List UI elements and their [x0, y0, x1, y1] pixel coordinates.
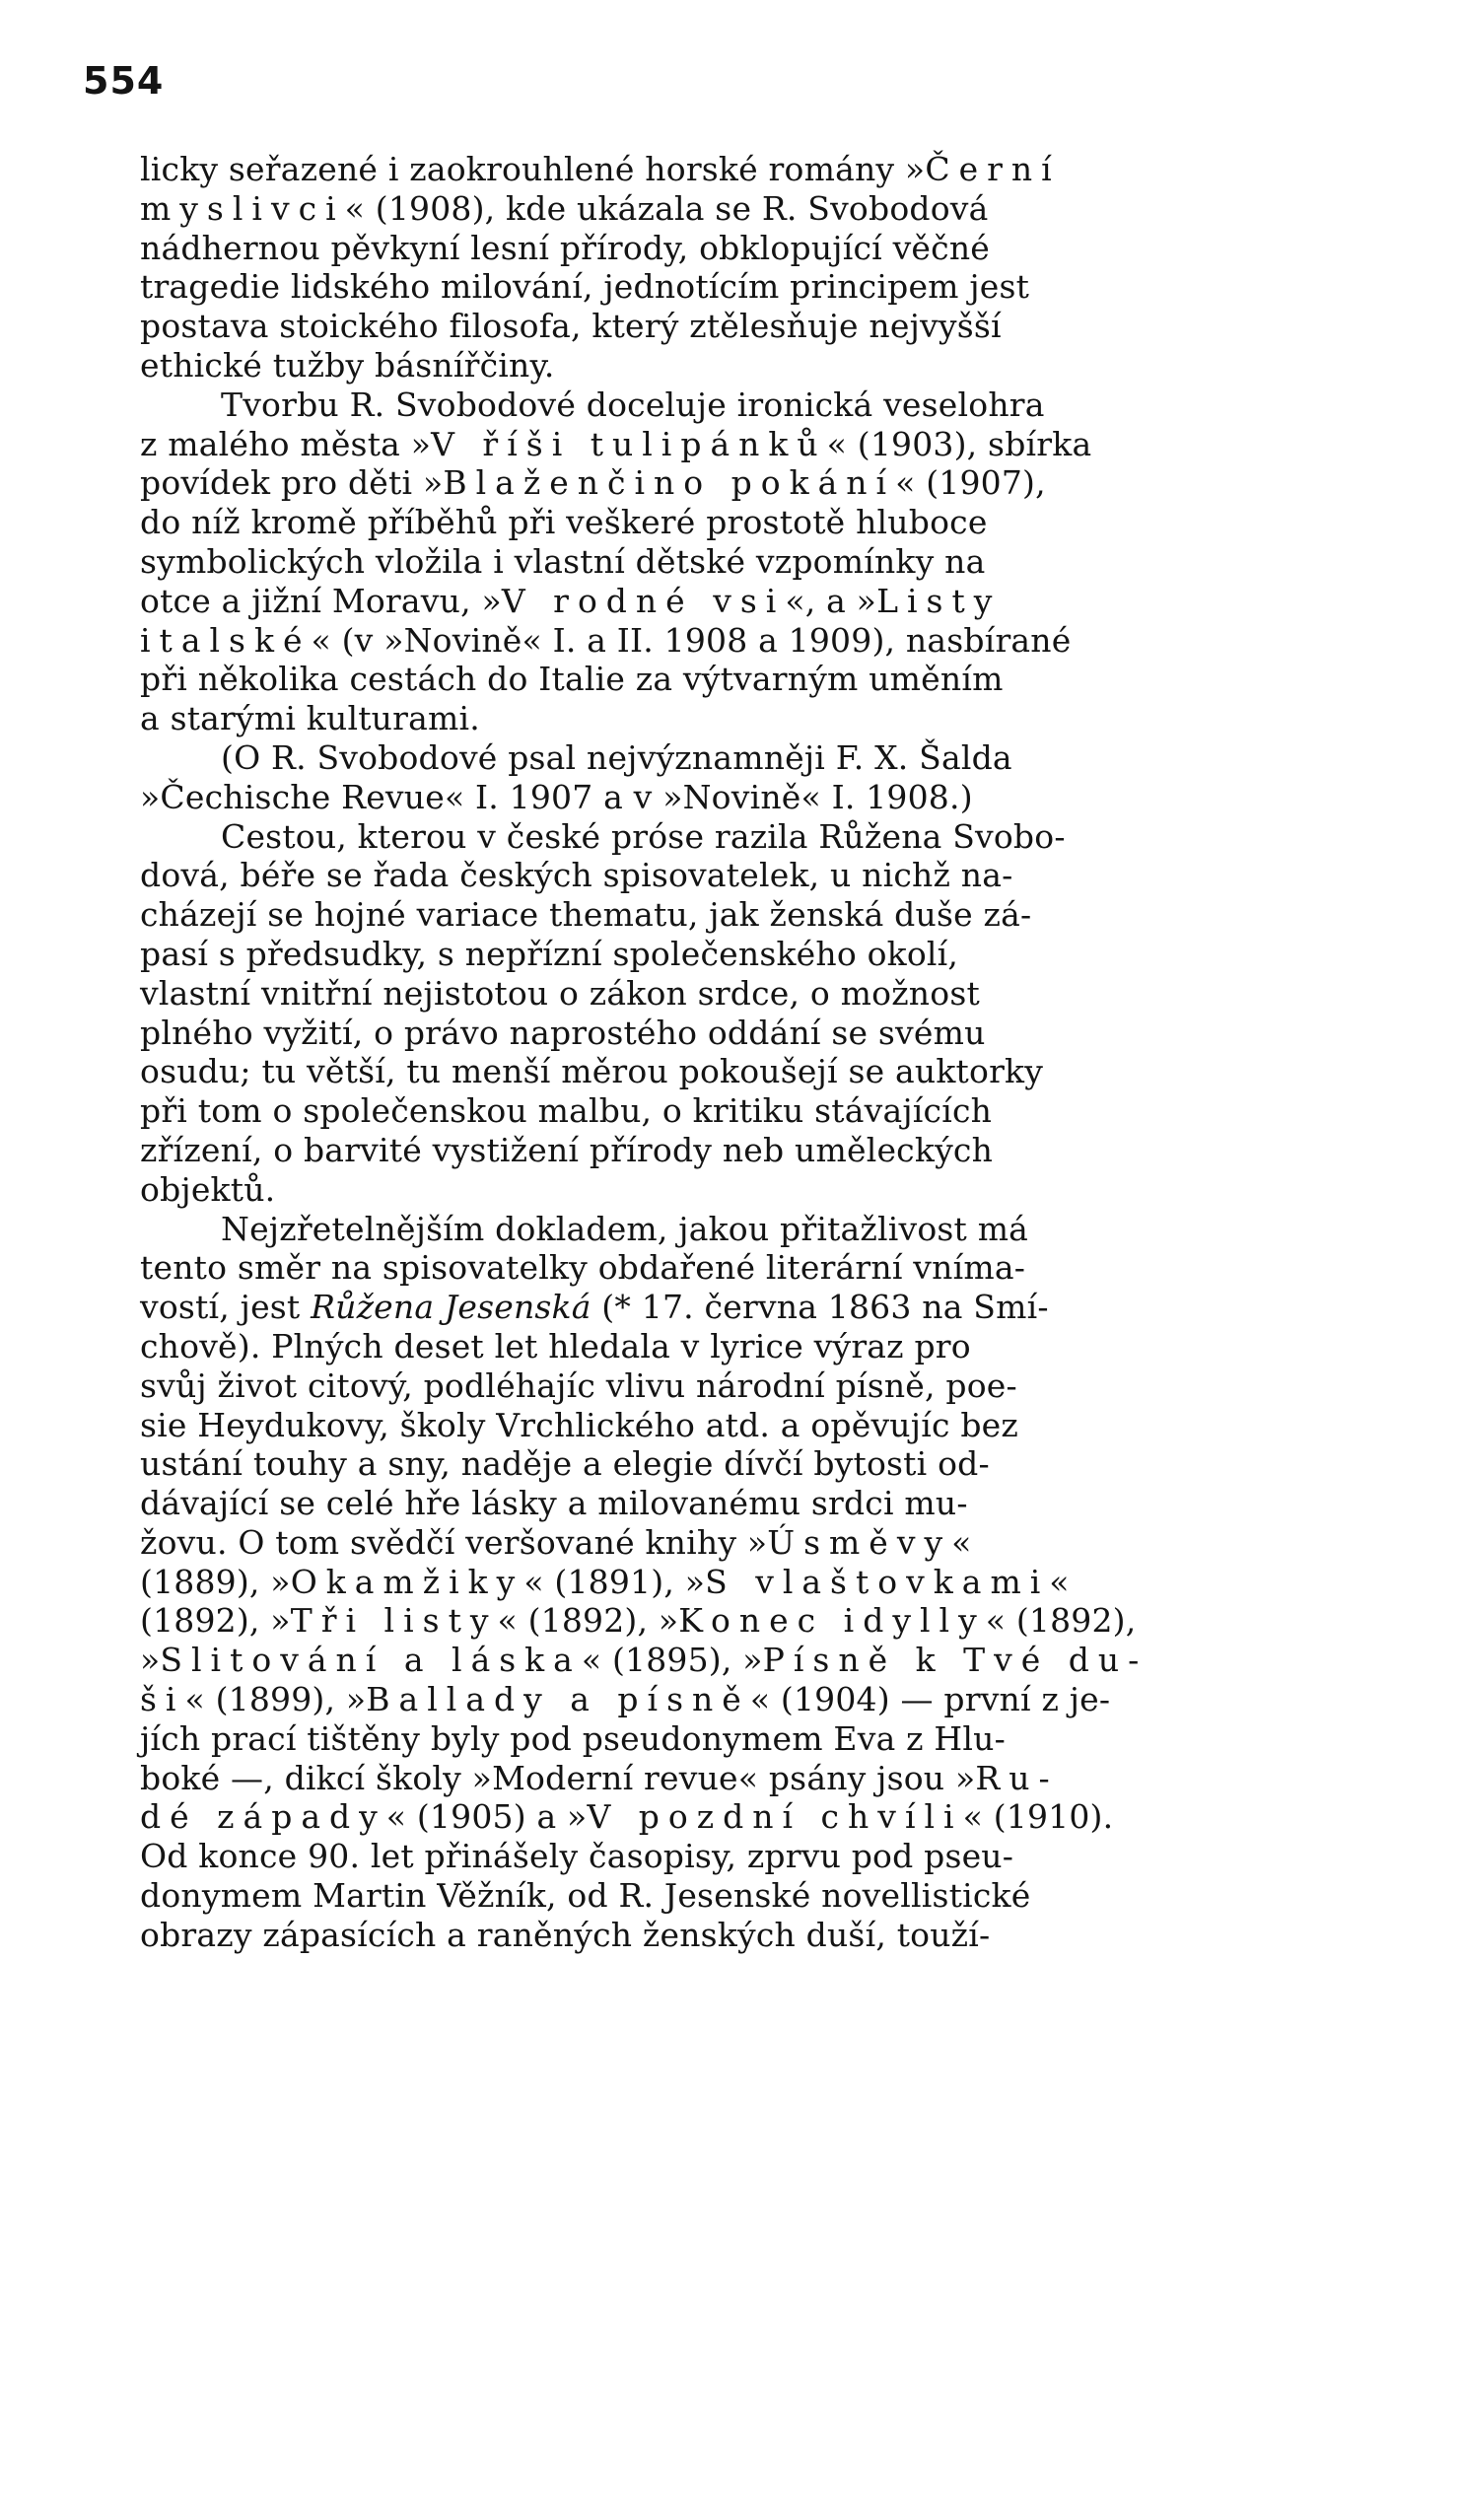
text-line [140, 1210, 1331, 1249]
text-run: postava stoického filosofa, který ztělesňuje nejvyšší [140, 307, 1002, 346]
text-line [140, 621, 1331, 661]
spaced-title: V rodné vsi [501, 581, 786, 620]
text-line [140, 1797, 1331, 1837]
spaced-title: V říši tulipánků [431, 424, 827, 463]
text-line [140, 1406, 1331, 1445]
text-run: «, a » [785, 581, 877, 620]
text-run: » [140, 1641, 161, 1680]
text-run: (1892), » [140, 1601, 291, 1641]
text-line [140, 660, 1331, 699]
text-line [140, 582, 1331, 621]
text-line [140, 1601, 1331, 1641]
text-line [140, 935, 1331, 974]
text-run: symbolických vložila i vlastní dětské vzpomínky na [140, 541, 986, 581]
text-run: vostí, jest [140, 1288, 312, 1327]
text-run: « (1892), [985, 1601, 1137, 1641]
text-run: »Čechische Revue« I. 1907 a v »Novině« I. 1908.) [140, 777, 973, 816]
spaced-title: Ru- [975, 1758, 1059, 1797]
text-run: « [1049, 1562, 1070, 1601]
text-run: žovu. O tom svědčí veršované knihy » [140, 1522, 768, 1562]
text-line [140, 1837, 1331, 1876]
text-line [140, 189, 1331, 229]
spaced-title: Písně k Tvé du- [762, 1641, 1148, 1680]
text-run: svůj život citový, podléhajíc vlivu národní písně, poe- [140, 1365, 1017, 1405]
spaced-title: ši [140, 1680, 185, 1719]
text-run: pasí s předsudky, s nepřízní společenského okolí, [140, 934, 959, 973]
spaced-title: dé západy [140, 1797, 386, 1837]
text-run: při tom o společenskou malbu, o kritiku stávajících [140, 1091, 993, 1131]
spaced-title: S vlaštovkami [705, 1562, 1050, 1601]
text-line [140, 425, 1331, 464]
spaced-title: Okamžiky [290, 1562, 524, 1601]
text-line [140, 1091, 1331, 1131]
spaced-title: V pozdní chvíli [587, 1797, 963, 1837]
text-run: « (1895), » [581, 1641, 763, 1680]
text-line [140, 1444, 1331, 1484]
spaced-title: Úsměvy [767, 1522, 952, 1562]
spaced-title: myslivci [140, 188, 345, 228]
text-line [140, 1680, 1331, 1719]
text-run: « (1907), [895, 463, 1046, 503]
text-run: nádhernou pěvkyní lesní přírody, obklopující věčné [140, 228, 991, 267]
text-run: chově). Plných deset let hledala v lyrice výraz pro [140, 1326, 971, 1365]
spaced-title: Tři listy [290, 1601, 498, 1641]
text-run: « (1891), » [523, 1562, 706, 1601]
text-line [140, 699, 1331, 738]
text-run: « (1910). [962, 1797, 1114, 1837]
spaced-title: Ballady a písně [366, 1680, 750, 1719]
text-line [140, 738, 1331, 778]
text-line [140, 1327, 1331, 1366]
text-run: « (1899), » [184, 1680, 367, 1719]
text-run: dávající se celé hře lásky a milovanému srdci mu- [140, 1484, 968, 1523]
text-run: « (1904) — první z je- [749, 1680, 1111, 1719]
text-run: zřízení, o barvité vystižení přírody neb uměleckých [140, 1130, 994, 1169]
text-run: vlastní vnitřní nejistotou o zákon srdce, o možnost [140, 973, 980, 1013]
text-line [140, 346, 1331, 385]
text-line [140, 150, 1331, 189]
text-line [140, 1641, 1331, 1680]
text-line [140, 463, 1331, 503]
text-line [140, 856, 1331, 895]
text-line [140, 1523, 1331, 1563]
text-run: objektů. [140, 1169, 276, 1209]
text-run: otce a jižní Moravu, » [140, 581, 502, 620]
text-run: při několika cestách do Italie za výtvarným uměním [140, 660, 1004, 699]
text-line [140, 1366, 1331, 1406]
text-run: dová, béře se řada českých spisovatelek, u nichž na- [140, 856, 1013, 895]
text-run: Od konce 90. let přinášely časopisy, zprvu pod pseu- [140, 1837, 1014, 1876]
text-run: « (1892), » [497, 1601, 679, 1641]
text-line [140, 1131, 1331, 1170]
text-line [140, 1248, 1331, 1288]
text-line [140, 1563, 1331, 1602]
text-run: povídek pro děti » [140, 463, 444, 503]
text-run: z malého města » [140, 424, 432, 463]
text-line [140, 1170, 1331, 1210]
text-run: tento směr na spisovatelky obdařené literární vníma- [140, 1248, 1026, 1288]
text-line [140, 1876, 1331, 1916]
spaced-title: Blaženčino pokání [443, 463, 896, 503]
text-run: donymem Martin Věžník, od R. Jesenské novellistické [140, 1876, 1031, 1916]
text-run: ustání touhy a sny, naděje a elegie dívčí bytosti od- [140, 1444, 990, 1484]
text-line [140, 1916, 1331, 1955]
text-line [140, 895, 1331, 935]
text-line [140, 1484, 1331, 1523]
text-line [140, 974, 1331, 1014]
text-run: (1889), » [140, 1562, 291, 1601]
text-run: plného vyžití, o právo naprostého oddání se svému [140, 1013, 986, 1052]
text-run: sie Heydukovy, školy Vrchlického atd. a opěvujíc bez [140, 1405, 1018, 1444]
text-run: « (1903), sbírka [826, 424, 1092, 463]
text-line [140, 267, 1331, 307]
text-run: licky seřazené i zaokrouhlené horské romány » [140, 150, 926, 188]
text-run: do níž kromě příběhů při veškeré prostotě hluboce [140, 503, 988, 542]
text-run: « [951, 1522, 972, 1562]
text-line [140, 229, 1331, 268]
text-run: (O R. Svobodové psal nejvýznamněji F. X. Šalda [221, 737, 1012, 777]
spaced-title: Listy [876, 581, 1002, 620]
text-run: « (v »Novině« I. a II. 1908 a 1909), nasbírané [311, 620, 1072, 660]
text-run: « (1908), kde ukázala se R. Svobodová [344, 188, 989, 228]
text-run: « (1905) a » [385, 1797, 588, 1837]
spaced-title: Konec idylly [678, 1601, 986, 1641]
body-text [140, 150, 1331, 1955]
text-line [140, 1759, 1331, 1798]
spaced-title: italské [140, 620, 312, 660]
text-run: osudu; tu větší, tu menší měrou pokoušejí se auktorky [140, 1052, 1044, 1091]
text-line [140, 1052, 1331, 1091]
text-run: Cestou, kterou v české próse razila Růžena Svobo- [221, 816, 1066, 856]
text-run: a starými kulturami. [140, 699, 480, 738]
text-line [140, 1288, 1331, 1327]
text-run: Nejzřetelnějším dokladem, jakou přitažlivost má [221, 1209, 1029, 1248]
text-line [140, 307, 1331, 346]
text-run: ethické tužby básnířčiny. [140, 345, 555, 385]
page-number: 554 [83, 59, 165, 103]
italic-name: Růžena Jesenská [311, 1288, 591, 1327]
text-run: (* 17. června 1863 na Smí- [591, 1288, 1049, 1327]
text-line [140, 1014, 1331, 1053]
spaced-title: Černí [925, 150, 1061, 188]
text-line [140, 778, 1331, 817]
text-run: tragedie lidského milování, jednotícím principem jest [140, 267, 1030, 307]
text-line [140, 503, 1331, 542]
text-line [140, 542, 1331, 582]
text-run: jích prací tištěny byly pod pseudonymem Eva z Hlu- [140, 1718, 1006, 1758]
text-line [140, 817, 1331, 857]
text-run: Tvorbu R. Svobodové doceluje ironická veselohra [221, 385, 1045, 424]
text-line [140, 1719, 1331, 1759]
spaced-title: Slitování a láska [160, 1641, 582, 1680]
text-line [140, 385, 1331, 425]
text-run: cházejí se hojné variace thematu, jak ženská duše zá- [140, 895, 1032, 935]
text-run: boké —, dikcí školy »Moderní revue« psány jsou » [140, 1758, 976, 1797]
text-run: obrazy zápasících a raněných ženských duší, touží- [140, 1915, 991, 1954]
